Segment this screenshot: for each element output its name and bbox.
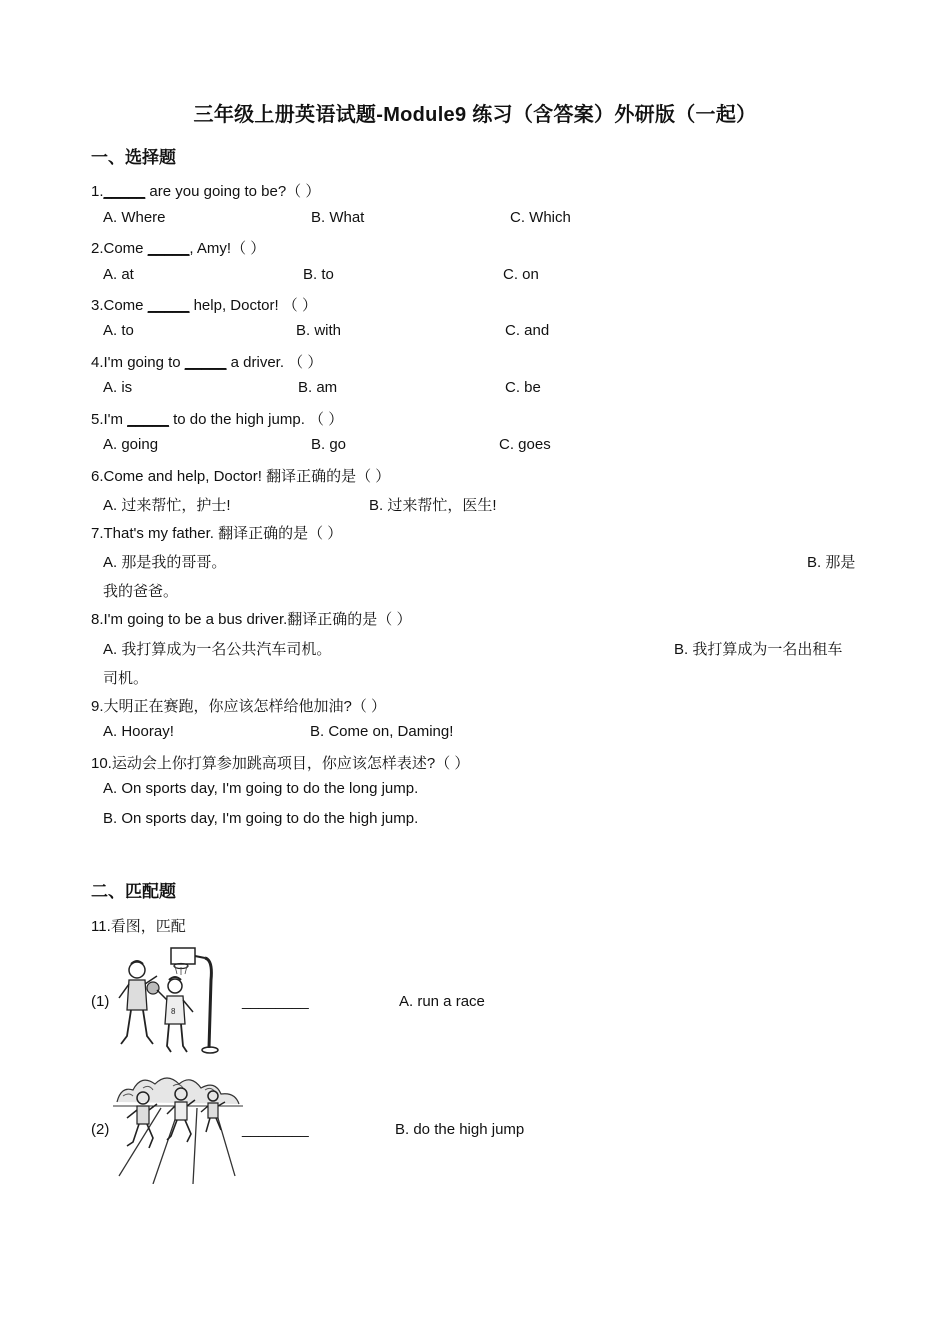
question-blank: _____: [147, 240, 190, 257]
question-blank: _____: [127, 411, 169, 428]
q1-option-c: C. Which: [510, 209, 571, 226]
match-answer-blank[interactable]: ________: [242, 1121, 309, 1138]
question-blank: _____: [147, 297, 190, 314]
q6-option-a: A. 过来帮忙，护士!: [103, 497, 231, 514]
question-text: are you going to be?（ ）: [145, 183, 321, 200]
question-blank: _____: [103, 183, 146, 200]
question-3: [91, 294, 317, 315]
q5-option-b: B. go: [311, 436, 347, 453]
question-number: 1.: [91, 183, 104, 200]
basketball-picture: [113, 940, 243, 1058]
match-option-b: B. do the high jump: [395, 1121, 525, 1138]
question-4: [91, 351, 322, 372]
q6-option-b: B. 过来帮忙，医生!: [369, 497, 497, 514]
q2-option-a: A. at: [103, 266, 134, 283]
question-text: 4.I'm going to: [91, 354, 185, 371]
question-blank: _____: [184, 354, 227, 371]
question-text: to do the high jump. （ ）: [168, 411, 344, 428]
question-text: a driver. （ ）: [226, 354, 323, 371]
match-answer-blank[interactable]: ________: [242, 993, 309, 1010]
q8-option-b: B. 我打算成为一名出租车: [674, 641, 843, 658]
q3-option-c: C. and: [505, 322, 550, 339]
q10-option-b: B. On sports day, I'm going to do the high jump.: [103, 810, 419, 827]
question-9: 9.大明正在赛跑，你应该怎样给他加油?（ ）: [91, 698, 387, 715]
q8-option-a: A. 我打算成为一名公共汽车司机。: [103, 641, 332, 658]
match-item-label: (1): [91, 993, 110, 1010]
question-text: help, Doctor! （ ）: [189, 297, 317, 314]
question-5: [91, 408, 343, 429]
question-6: 6.Come and help, Doctor! 翻译正确的是（ ）: [91, 468, 391, 485]
q9-option-a: A. Hooray!: [103, 723, 174, 740]
q3-option-a: A. to: [103, 322, 134, 339]
q7-option-b: B. 那是: [807, 554, 856, 571]
q1-option-a: A. Where: [103, 209, 166, 226]
q7-option-b-continued: 我的爸爸。: [103, 583, 179, 600]
match-item-label: (2): [91, 1121, 110, 1138]
question-1: [91, 180, 320, 201]
question-8: 8.I'm going to be a bus driver.翻译正确的是（ ）: [91, 611, 412, 628]
question-text: , Amy!（ ）: [189, 240, 266, 257]
q9-option-b: B. Come on, Daming!: [310, 723, 454, 740]
q2-option-c: C. on: [503, 266, 539, 283]
question-text: 3.Come: [91, 297, 148, 314]
q2-option-b: B. to: [303, 266, 334, 283]
page-title: 三年级上册英语试题-Module9 练习（含答案）外研版（一起）: [193, 104, 757, 126]
match-option-a: A. run a race: [399, 993, 485, 1010]
question-text: 5.I'm: [91, 411, 128, 428]
q7-option-a: A. 那是我的哥哥。: [103, 554, 227, 571]
question-text: 2.Come: [91, 240, 148, 257]
q3-option-b: B. with: [296, 322, 342, 339]
question-11: 11.看图，匹配: [91, 918, 186, 935]
q4-option-b: B. am: [298, 379, 338, 396]
q5-option-c: C. goes: [499, 436, 551, 453]
question-10: 10.运动会上你打算参加跳高项目，你应该怎样表述?（ ）: [91, 755, 470, 772]
q8-option-b-continued: 司机。: [103, 670, 149, 687]
section-heading-choice: 一、选择题: [91, 148, 176, 167]
q4-option-a: A. is: [103, 379, 133, 396]
svg-text:8: 8: [171, 1007, 176, 1016]
section-heading-matching: 二、匹配题: [91, 882, 176, 901]
question-2: [91, 237, 265, 258]
q5-option-a: A. going: [103, 436, 159, 453]
running-race-picture: [113, 1066, 243, 1184]
q1-option-b: B. What: [311, 209, 365, 226]
question-7: 7.That's my father. 翻译正确的是（ ）: [91, 525, 343, 542]
q10-option-a: A. On sports day, I'm going to do the long jump.: [103, 780, 419, 797]
q4-option-c: C. be: [505, 379, 541, 396]
